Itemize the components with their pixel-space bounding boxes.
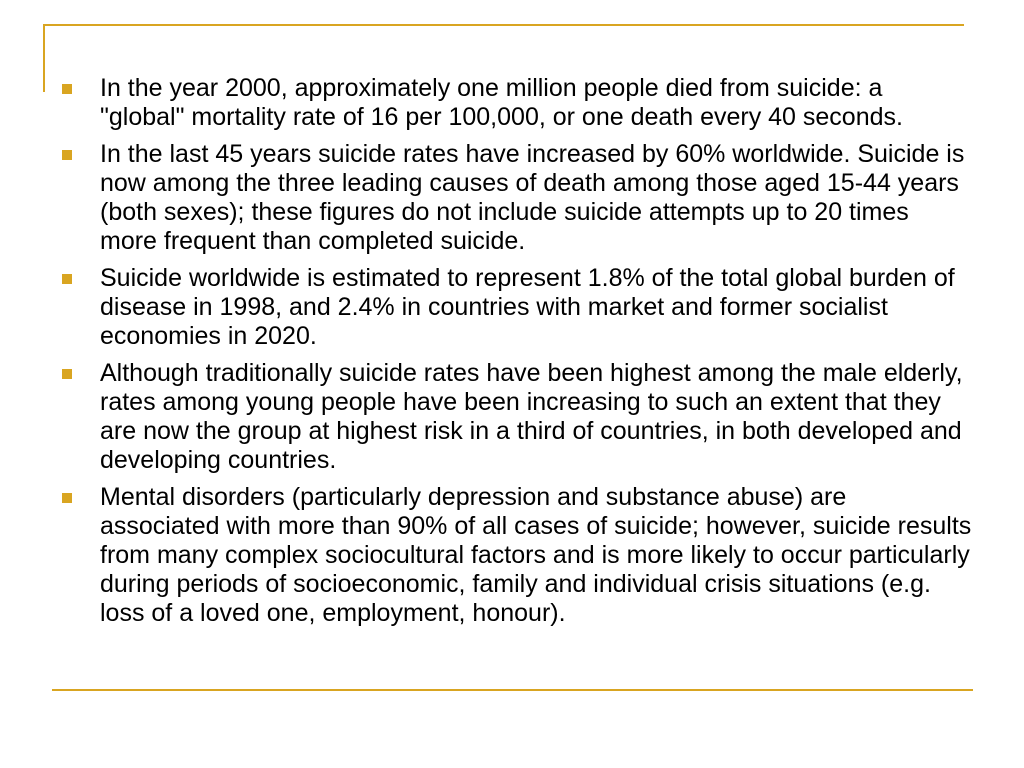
bullet-text: Suicide worldwide is estimated to represent 1.8% of the total global burden of disease in 1998, and 2.4% in countries with market and former socialist economies in 2020. (100, 264, 955, 350)
bullet-text: Mental disorders (particularly depression and substance abuse) are associated with more than 90% of all cases of suicide; however, suicide results from many complex sociocultural factors and is more likely to occur particularly during periods of socioeconomic, family and individual crisis situations (e.g. loss of a loved one, employment, honour). (100, 483, 972, 627)
bullet-item (62, 359, 972, 475)
left-rule (43, 24, 45, 92)
square-bullet-icon (62, 84, 72, 94)
bottom-rule (52, 689, 973, 691)
bullet-list (62, 74, 972, 636)
bullet-item (62, 140, 972, 256)
bullet-text: Although traditionally suicide rates have been highest among the male elderly, rates among young people have been increasing to such an extent that they are now the group at highest risk in a third of countries, in both developed and developing countries. (100, 359, 963, 474)
square-bullet-icon (62, 274, 72, 284)
top-rule (43, 24, 964, 26)
bullet-item (62, 74, 972, 132)
square-bullet-icon (62, 369, 72, 379)
bullet-text: In the last 45 years suicide rates have increased by 60% worldwide. Suicide is now among the three leading causes of death among those aged 15-44 years (both sexes); these figures do not include suicide attempts up to 20 times more frequent than completed suicide. (100, 140, 965, 255)
bullet-item (62, 264, 972, 351)
square-bullet-icon (62, 493, 72, 503)
bullet-text: In the year 2000, approximately one million people died from suicide: a "global" mortality rate of 16 per 100,000, or one death every 40 seconds. (100, 74, 903, 131)
bullet-item (62, 483, 972, 628)
square-bullet-icon (62, 150, 72, 160)
